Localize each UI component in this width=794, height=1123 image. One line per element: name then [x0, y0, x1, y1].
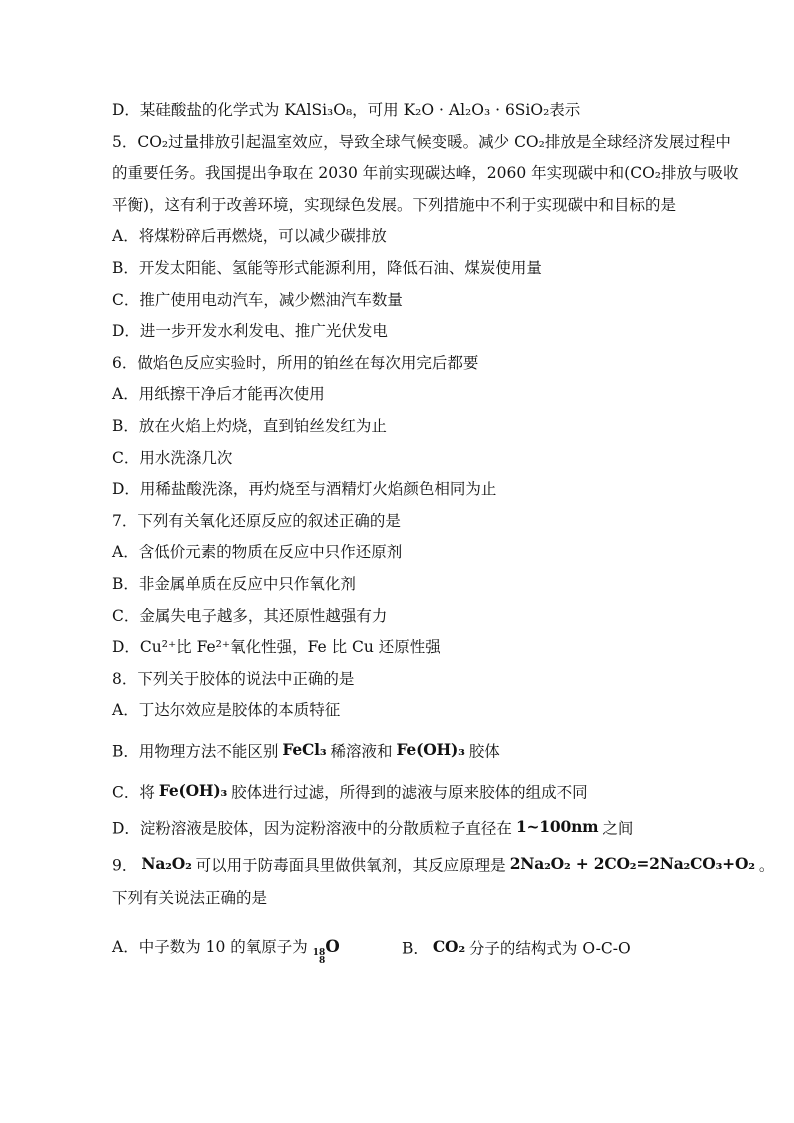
q9-option-b	[402, 931, 631, 965]
q6-option-a-text: A．用纸擦干净后才能再次使用	[112, 385, 325, 404]
q7-option-c	[112, 601, 752, 633]
feoh3-formula: Fe(OH)₃	[158, 781, 228, 801]
q6-stem-text: 6．做焰色反应实验时，所用的铂丝在每次用完后都要	[112, 353, 479, 372]
q5-stem-text3: 平衡)，这有利于改善环境，实现绿色发展。下列措施中不利于实现碳中和目标的是	[112, 195, 677, 214]
q5-option-c-text: C．推广使用电动汽车，减少燃油汽车数量	[112, 290, 403, 309]
q9-stem-text: 可以用于防毒面具里做供氧剂，其反应原理是	[195, 856, 506, 875]
q6-option-d	[112, 474, 752, 506]
co2-formula: CO₂	[432, 936, 465, 956]
q8-option-b-text1: B．用物理方法不能区别	[112, 742, 279, 761]
q9-stem	[112, 848, 775, 880]
q8-option-d-text2: 之间	[602, 819, 634, 838]
exam-content	[112, 95, 775, 966]
q7-option-b-text: B．非金属单质在反应中只作氧化剂	[112, 574, 356, 593]
q9-option-a	[112, 936, 340, 966]
q7-stem-text: 7．下列有关氧化还原反应的叙述正确的是	[112, 511, 401, 530]
q9-option-b-text: 分子的结构式为 O-C-O	[468, 939, 631, 958]
q6-option-d-text: D．用稀盐酸洗涤，再灼烧至与酒精灯火焰颜色相同为止	[112, 480, 497, 499]
q5-option-d	[112, 316, 752, 348]
q9-stem-line2-text: 下列有关说法正确的是	[112, 889, 268, 908]
q8-option-a-text: A．丁达尔效应是胶体的本质特征	[112, 701, 341, 720]
q8-stem-text: 8．下列关于胶体的说法中正确的是	[112, 669, 355, 688]
q5-option-b-text: B．开发太阳能、氢能等形式能源利用，降低石油、煤炭使用量	[112, 258, 542, 277]
q6-option-b	[112, 411, 752, 443]
q5-stem-line1	[112, 127, 752, 159]
q5-option-b	[112, 253, 752, 285]
q5-option-c	[112, 285, 752, 317]
q9-option-b-label: B．	[402, 939, 429, 958]
q7-option-d-text: D．Cu²⁺比 Fe²⁺氧化性强，Fe 比 Cu 还原性强	[112, 638, 441, 657]
q6-option-c-text: C．用水洗涤几次	[112, 448, 233, 467]
q7-option-d	[112, 632, 752, 664]
q6-option-b-text: B．放在火焰上灼烧，直到铂丝发红为止	[112, 416, 387, 435]
q5-stem-text2: 的重要任务。我国提出争取在 2030 年前实现碳达峰，2060 年实现碳中和(CO₂排放与吸收	[112, 164, 739, 183]
q8-stem	[112, 664, 752, 696]
q5-stem-line3	[112, 190, 752, 222]
q9-stem-period: 。	[758, 856, 775, 875]
q9-stem-line2	[112, 883, 752, 915]
isotope-mass-number: 18	[312, 947, 326, 958]
q5-option-a	[112, 221, 752, 253]
q8-option-a	[112, 695, 752, 727]
q6-option-c	[112, 443, 752, 475]
isotope-atomic-number: 8	[319, 955, 326, 966]
q4-option-d-text: D．某硅酸盐的化学式为 KAlSi₃O₈，可用 K₂O · Al₂O₃ · 6SiO₂表示	[112, 101, 581, 119]
q5-stem-line2	[112, 158, 752, 190]
q6-option-a	[112, 379, 752, 411]
q7-option-b	[112, 569, 752, 601]
q9-option-a-text: A．中子数为 10 的氧原子为	[112, 937, 308, 956]
particle-size-range: 1~100nm	[515, 817, 599, 837]
q8-option-b-text3: 胶体	[468, 742, 500, 761]
q8-option-c-text1: C．将	[112, 783, 155, 802]
na2o2-formula: Na₂O₂	[141, 853, 192, 873]
q9-stem-number: 9．	[112, 856, 138, 875]
q7-stem	[112, 506, 752, 538]
q7-option-c-text: C．金属失电子越多，其还原性越强有力	[112, 606, 388, 625]
q9-options-row	[112, 931, 752, 966]
reaction-equation: 2Na₂O₂ + 2CO₂=2Na₂CO₃+O₂	[509, 853, 755, 873]
q5-option-a-text: A．将煤粉碎后再燃烧，可以减少碳排放	[112, 227, 387, 246]
q4-option-d	[112, 95, 752, 127]
fecl3-formula: FeCl₃	[282, 739, 327, 759]
q8-option-b-text2: 稀溶液和	[330, 742, 393, 761]
q7-option-a	[112, 537, 752, 569]
q7-option-a-text: A．含低价元素的物质在反应中只作还原剂	[112, 543, 403, 562]
q5-stem-text1: 5．CO₂过量排放引起温室效应，导致全球气候变暖。减少 CO₂排放是全球经济发展过程中	[112, 132, 731, 151]
q8-option-c-text2: 胶体进行过滤，所得到的滤液与原来胶体的组成不同	[231, 783, 588, 802]
q8-option-d-text1: D．淀粉溶液是胶体，因为淀粉溶液中的分散质粒子直径在	[112, 819, 512, 838]
isotope-stack	[313, 949, 326, 965]
q5-option-d-text: D．进一步开发水利发电、推广光伏发电	[112, 322, 388, 341]
q8-option-c	[112, 775, 752, 807]
q6-stem	[112, 348, 752, 380]
isotope-symbol: O	[325, 936, 340, 956]
feoh3-formula: Fe(OH)₃	[396, 739, 465, 759]
q8-option-b	[112, 734, 752, 766]
q8-option-d	[112, 811, 752, 843]
